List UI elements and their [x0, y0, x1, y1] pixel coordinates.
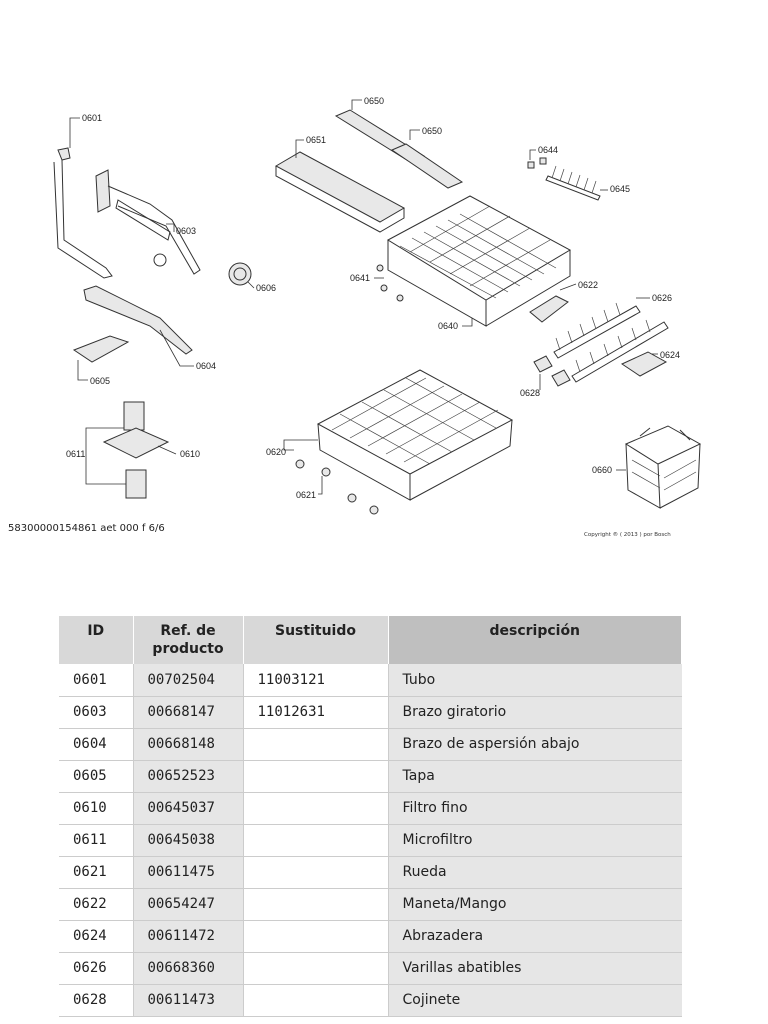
table-row	[59, 792, 682, 824]
label-0606: 0606	[256, 283, 277, 293]
part-cover-drawing	[74, 336, 128, 386]
label-0604: 0604	[196, 361, 217, 371]
cell-substituted	[243, 760, 388, 792]
cell-id: 0626	[59, 952, 133, 984]
part-cutlery-basket-drawing	[592, 426, 700, 508]
table-row	[59, 984, 682, 1016]
label-0651: 0651	[306, 135, 327, 145]
part-upper-rollers-drawing	[350, 265, 403, 301]
label-0601: 0601	[82, 113, 103, 123]
cell-description: Tubo	[388, 664, 682, 696]
table-row	[59, 888, 682, 920]
label-0603: 0603	[176, 226, 197, 236]
cell-product-ref: 00654247	[133, 888, 243, 920]
cell-id: 0628	[59, 984, 133, 1016]
diagram-document-reference: 58300000154861 aet 000 f 6/6	[8, 523, 165, 534]
label-0650b: 0650	[422, 126, 443, 136]
cell-id: 0611	[59, 824, 133, 856]
label-0624: 0624	[660, 350, 681, 360]
header-product-ref-line1: Ref. de	[160, 623, 216, 639]
cell-product-ref: 00645037	[133, 792, 243, 824]
label-0611: 0611	[66, 449, 86, 459]
part-rack-clip-drawing	[528, 145, 558, 168]
part-cup-rack-lower-drawing	[392, 126, 462, 188]
cell-substituted: 11012631	[243, 696, 388, 728]
part-cutlery-tray-drawing	[276, 135, 404, 232]
header-description: descripción	[388, 616, 682, 664]
cell-id: 0610	[59, 792, 133, 824]
cell-description: Microfiltro	[388, 824, 682, 856]
cell-product-ref: 00652523	[133, 760, 243, 792]
cell-id: 0601	[59, 664, 133, 696]
cell-product-ref: 00611475	[133, 856, 243, 888]
part-tine-row-drawing	[546, 166, 630, 200]
part-filter-disc-drawing	[229, 263, 276, 293]
cell-product-ref: 00611473	[133, 984, 243, 1016]
header-product-ref	[133, 616, 243, 664]
table-row	[59, 856, 682, 888]
label-0620: 0620	[266, 447, 287, 457]
part-bearing-drawing	[520, 356, 570, 398]
cell-substituted	[243, 952, 388, 984]
table-row	[59, 952, 682, 984]
cell-description: Cojinete	[388, 984, 682, 1016]
part-wheels-drawing	[296, 460, 378, 514]
label-0605: 0605	[90, 376, 111, 386]
label-0640: 0640	[438, 321, 459, 331]
cell-substituted	[243, 792, 388, 824]
table-row	[59, 696, 682, 728]
cell-id: 0624	[59, 920, 133, 952]
cell-product-ref: 00611472	[133, 920, 243, 952]
cell-id: 0603	[59, 696, 133, 728]
cell-substituted	[243, 920, 388, 952]
cell-description: Varillas abatibles	[388, 952, 682, 984]
label-0621: 0621	[296, 490, 317, 500]
label-0650a: 0650	[364, 96, 385, 106]
cell-id: 0622	[59, 888, 133, 920]
cell-id: 0605	[59, 760, 133, 792]
cell-product-ref: 00702504	[133, 664, 243, 696]
cell-substituted	[243, 824, 388, 856]
part-lower-basket-drawing	[266, 370, 512, 500]
table-row	[59, 824, 682, 856]
table-row	[59, 728, 682, 760]
part-spray-arm-upper-drawing	[96, 170, 200, 274]
label-0628: 0628	[520, 388, 541, 398]
label-0644: 0644	[538, 145, 559, 155]
cell-product-ref: 00645038	[133, 824, 243, 856]
cell-description: Tapa	[388, 760, 682, 792]
cell-product-ref: 00668360	[133, 952, 243, 984]
cell-substituted	[243, 856, 388, 888]
label-0641: 0641	[350, 273, 371, 283]
label-0645: 0645	[610, 184, 631, 194]
cell-description: Maneta/Mango	[388, 888, 682, 920]
table-row	[59, 920, 682, 952]
part-spray-arm-lower-drawing	[84, 286, 216, 371]
label-0626: 0626	[652, 293, 673, 303]
cell-substituted	[243, 728, 388, 760]
cell-substituted	[243, 888, 388, 920]
cell-product-ref: 00668147	[133, 696, 243, 728]
cell-product-ref: 00668148	[133, 728, 243, 760]
header-id: ID	[59, 616, 133, 664]
cell-description: Filtro fino	[388, 792, 682, 824]
copyright-notice: Copyright ® ( 2013 ) por Bosch	[584, 532, 671, 538]
cell-description: Abrazadera	[388, 920, 682, 952]
label-0610: 0610	[180, 449, 201, 459]
part-filter-assembly-drawing	[66, 402, 200, 498]
cell-id: 0604	[59, 728, 133, 760]
cell-description: Rueda	[388, 856, 682, 888]
cell-id: 0621	[59, 856, 133, 888]
label-0622: 0622	[578, 280, 599, 290]
cell-substituted	[243, 984, 388, 1016]
table-row	[59, 760, 682, 792]
header-substituted: Sustituido	[243, 616, 388, 664]
table-header-row	[59, 616, 682, 664]
cell-description: Brazo de aspersión abajo	[388, 728, 682, 760]
part-handle-drawing	[530, 280, 598, 322]
cell-description: Brazo giratorio	[388, 696, 682, 728]
cell-substituted: 11003121	[243, 664, 388, 696]
header-product-ref-line2: producto	[152, 641, 224, 657]
label-0660: 0660	[592, 465, 613, 475]
table-row	[59, 664, 682, 696]
part-clamp-drawing	[622, 350, 680, 376]
parts-table	[59, 616, 682, 1017]
